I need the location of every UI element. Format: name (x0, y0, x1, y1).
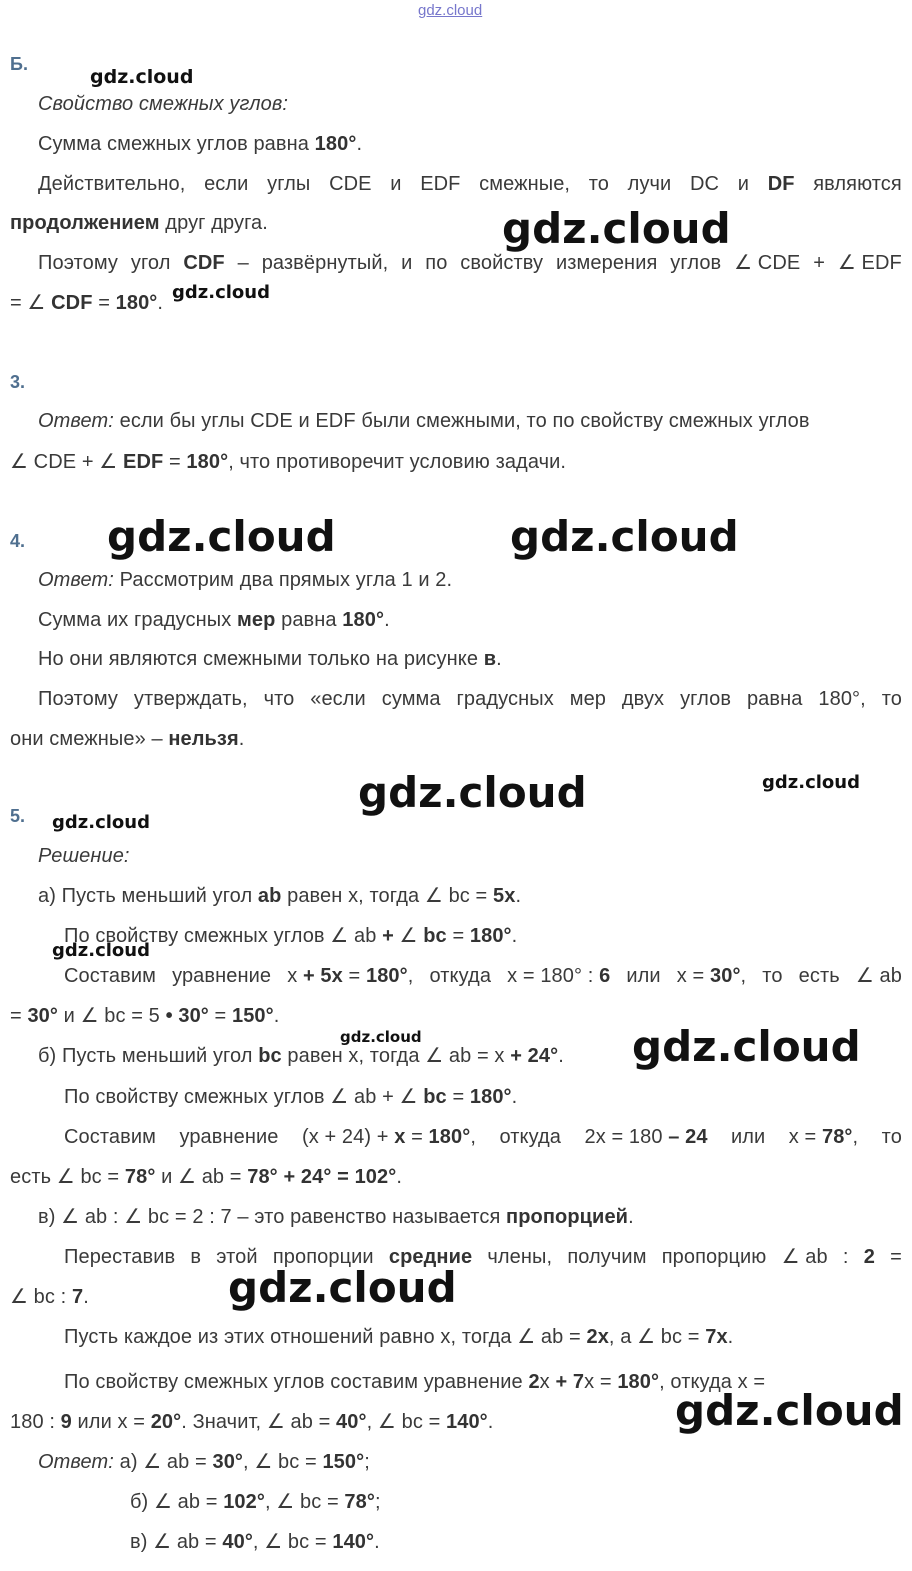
paragraph: Поэтому утверждать, что «если сумма градусных мер двух углов равна 180°, то (38, 688, 902, 710)
paragraph: Переставив в этой пропорции средние члены, получим пропорцию ∠ ab : 2 = (64, 1246, 902, 1268)
paragraph: Поэтому угол CDF – развёрнутый, и по свойству измерения углов ∠ CDE + ∠ EDF (38, 252, 902, 274)
watermark: gdz.cloud (228, 1263, 457, 1312)
watermark: gdz.cloud (172, 282, 270, 303)
paragraph: а) Пусть меньший угол ab равен x, тогда ∠ bc = 5x. (38, 885, 522, 907)
answer-line: б) ∠ ab = 102°, ∠ bc = 78°; (130, 1491, 381, 1513)
watermark: gdz.cloud (632, 1022, 861, 1071)
paragraph: ∠ CDE + ∠ EDF = 180°, что противоречит условию задачи. (10, 451, 567, 473)
watermark: gdz.cloud (52, 812, 150, 833)
paragraph: = 30° и ∠ bc = 5 • 30° = 150°. (10, 1005, 280, 1027)
paragraph: По свойству смежных углов ∠ ab + ∠ bc = 180°. (64, 925, 518, 947)
section-number: 3. (10, 372, 26, 392)
paragraph: Сумма их градусных мер равна 180°. (38, 609, 390, 631)
paragraph: Сумма смежных углов равна 180°. (38, 133, 363, 155)
section-number: Б. (10, 54, 28, 74)
paragraph: Пусть каждое из этих отношений равно x, тогда ∠ ab = 2x, а ∠ bc = 7x. (64, 1326, 734, 1348)
paragraph: Ответ: Рассмотрим два прямых угла 1 и 2. (38, 569, 453, 591)
paragraph: есть ∠ bc = 78° и ∠ ab = 78° + 24° = 102°. (10, 1166, 403, 1188)
watermark: gdz.cloud (340, 1028, 422, 1046)
paragraph: в) ∠ ab : ∠ bc = 2 : 7 – это равенство называется пропорцией. (38, 1206, 634, 1228)
paragraph: Составим уравнение x + 5x = 180°, откуда x = 180° : 6 или x = 30°, то есть ∠ ab (64, 965, 902, 987)
answer-line: в) ∠ ab = 40°, ∠ bc = 140°. (130, 1531, 380, 1553)
watermark: gdz.cloud (358, 768, 587, 817)
paragraph: ∠ bc : 7. (10, 1286, 89, 1308)
watermark: gdz.cloud (675, 1386, 904, 1435)
paragraph: Ответ: если бы углы CDE и EDF были смежными, то по свойству смежных углов (38, 410, 810, 432)
section-number: 5. (10, 806, 26, 826)
watermark: gdz.cloud (762, 772, 860, 793)
answer-line: Ответ: а) ∠ ab = 30°, ∠ bc = 150°; (38, 1451, 370, 1473)
paragraph: Но они являются смежными только на рисунке в. (38, 648, 502, 670)
paragraph: Решение: (38, 845, 130, 867)
paragraph: Составим уравнение (x + 24) + x = 180°, откуда 2x = 180 – 24 или x = 78°, то (64, 1126, 902, 1148)
section-number: 4. (10, 531, 26, 551)
paragraph: б) Пусть меньший угол bc равен x, тогда ∠ ab = x + 24°. (38, 1045, 564, 1067)
paragraph: они смежные» – нельзя. (10, 728, 245, 750)
header-watermark: gdz.cloud (418, 2, 483, 19)
watermark: gdz.cloud (510, 512, 739, 561)
watermark: gdz.cloud (52, 940, 150, 961)
watermark: gdz.cloud (107, 512, 336, 561)
paragraph: Действительно, если углы CDE и EDF смежные, то лучи DC и DF являются (38, 173, 902, 195)
watermark: gdz.cloud (90, 66, 194, 88)
paragraph: = ∠ CDF = 180°. (10, 292, 164, 314)
paragraph: Свойство смежных углов: (38, 93, 289, 115)
watermark: gdz.cloud (502, 204, 731, 253)
paragraph: По свойству смежных углов составим уравнение 2x + 7x = 180°, откуда x = (64, 1371, 766, 1393)
paragraph: 180 : 9 или x = 20°. Значит, ∠ ab = 40°, ∠ bc = 140°. (10, 1411, 494, 1433)
paragraph: По свойству смежных углов ∠ ab + ∠ bc = 180°. (64, 1086, 518, 1108)
paragraph: продолжением друг друга. (10, 212, 268, 234)
